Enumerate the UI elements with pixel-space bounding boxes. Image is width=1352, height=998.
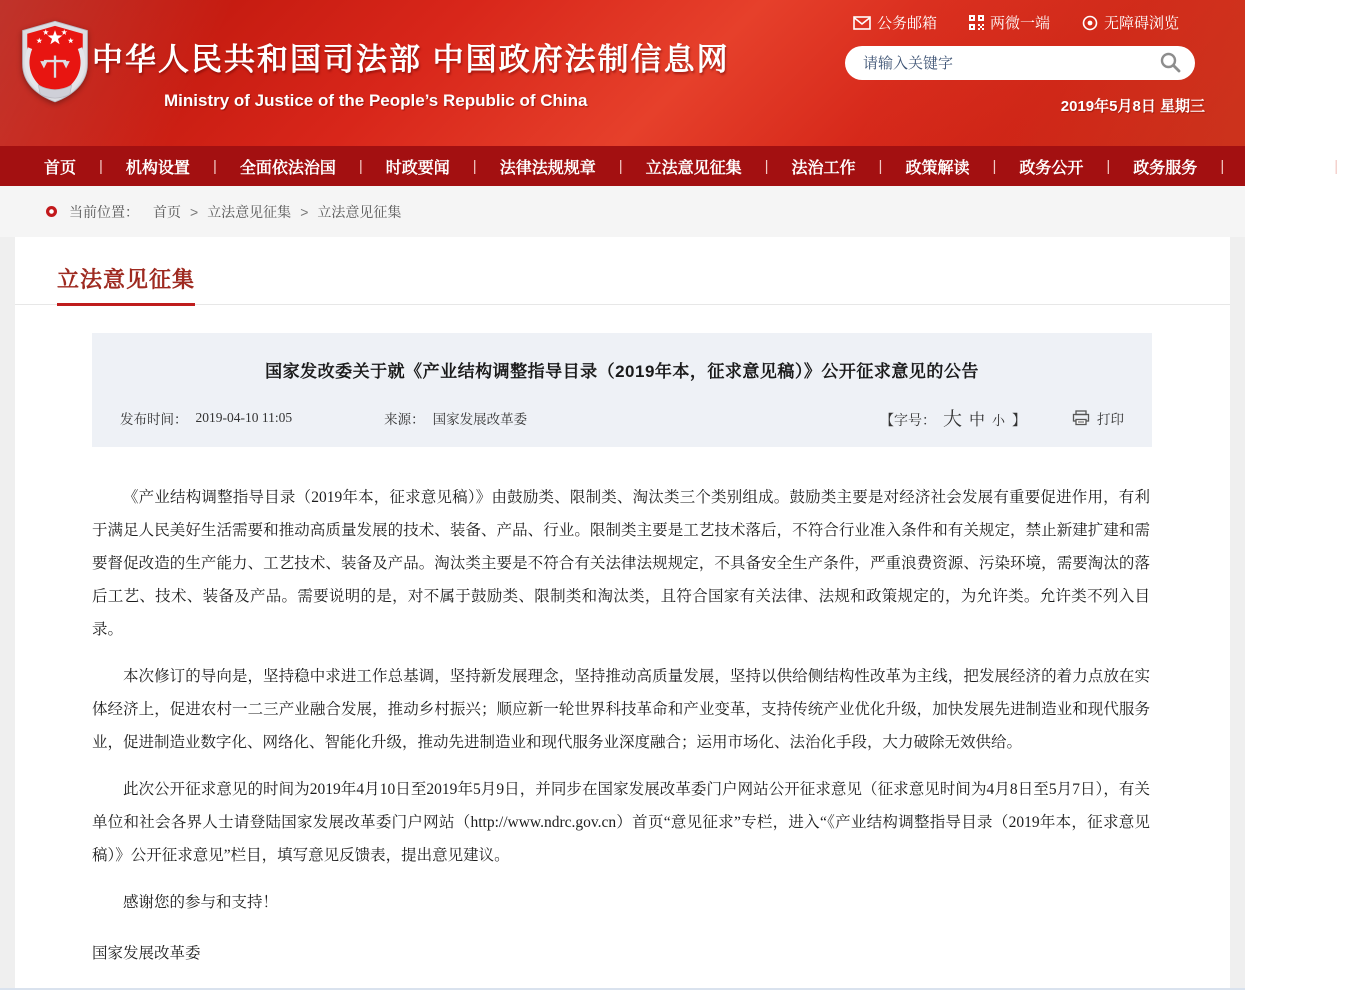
breadcrumb-section[interactable]: 立法意见征集	[207, 203, 292, 220]
article-paragraph: 感谢您的参与和支持！	[123, 894, 279, 911]
qrcode-icon	[969, 15, 984, 30]
fontsize-large-button[interactable]: 大	[942, 409, 962, 430]
nav-separator: |	[1106, 157, 1111, 175]
article-body	[92, 447, 1150, 970]
source-value: 国家发展改革委	[432, 411, 528, 427]
section-head	[15, 237, 1230, 305]
search-icon	[1159, 51, 1181, 73]
content-panel	[15, 237, 1230, 988]
footer-padding	[0, 990, 1245, 998]
accessibility-eye-icon	[1082, 15, 1098, 31]
fontsize-control	[880, 404, 1026, 431]
two-micro-one-client-link[interactable]	[969, 12, 1050, 33]
header-right	[825, 12, 1205, 116]
location-bullet-icon	[46, 206, 57, 217]
current-date: 2019年5月8日 星期三	[1060, 98, 1205, 115]
nav-separator: |	[212, 157, 217, 175]
nav-item-policy-interpretation[interactable]: 政策解读	[905, 159, 970, 177]
nav-separator: |	[1220, 157, 1225, 175]
accessibility-link[interactable]	[1082, 12, 1179, 33]
article-meta-row	[120, 404, 1124, 431]
two-micro-one-client-label: 两微一端	[989, 15, 1050, 32]
printer-icon	[1072, 410, 1090, 426]
nav-item-interaction[interactable]: 互动交流	[1247, 159, 1312, 177]
site-title-block	[92, 34, 730, 111]
nav-separator: |	[1334, 157, 1339, 175]
publish-time-label: 发布时间：	[120, 411, 188, 427]
nav-item-news[interactable]: 时政要闻	[385, 159, 450, 177]
nav-item-home[interactable]: 首页	[44, 159, 77, 177]
main-content-wrap	[0, 237, 1245, 988]
article-header	[92, 333, 1152, 447]
nav-item-legislation-opinions[interactable]: 立法意见征集	[645, 159, 742, 177]
nav-item-gov-services[interactable]: 政务服务	[1133, 159, 1198, 177]
publish-time-value: 2019-04-10 11:05	[195, 409, 293, 425]
fontsize-medium-button[interactable]: 中	[968, 412, 985, 429]
site-subtitle-en: Ministry of Justice of the People’s Republic of China	[164, 91, 588, 110]
nav-item-gov-affairs[interactable]: 政务公开	[1019, 159, 1084, 177]
breadcrumb-home[interactable]: 首页	[153, 203, 181, 220]
search-bar	[845, 46, 1195, 80]
nav-item-org[interactable]: 机构设置	[125, 159, 190, 177]
site-title: 中华人民共和国司法部 中国政府法制信息网	[92, 42, 730, 77]
accessibility-label: 无障碍浏览	[1103, 15, 1179, 32]
breadcrumb-current: 立法意见征集	[317, 203, 402, 220]
nav-separator: |	[764, 157, 769, 175]
breadcrumb	[0, 186, 1245, 237]
mail-icon	[853, 16, 871, 30]
ministry-emblem-logo	[18, 20, 92, 104]
breadcrumb-separator: >	[190, 203, 199, 220]
print-label: 打印	[1097, 411, 1124, 427]
article-paragraph: 本次修订的导向是，坚持稳中求进工作总基调，坚持新发展理念，坚持推动高质量发展，坚持以供给侧结构性改革为主线，把发展经济的着力点放在实体经济上，促进农村一二三产业融合发展，推动乡村振兴；顺应新一轮世界科技革命和产业变革，支持传统产业优化升级，加快发展先进制造业和现代服务业，促进制造业数字化、网络化、智能化升级，推动先进制造业和现代服务业深度融合；运用市场化、法治化手段，大力破除无效供给。	[92, 668, 1150, 751]
article-paragraph: 《产业结构调整指导目录（2019年本，征求意见稿）》由鼓励类、限制类、淘汰类三个类别组成。鼓励类主要是对经济社会发展有重要促进作用，有利于满足人民美好生活需要和推动高质量发展的技术、装备、产品、行业。限制类主要是工艺技术落后，不符合行业准入条件和有关规定，禁止新建扩建和需要督促改造的生产能力、工艺技术、装备及产品。淘汰类主要是不符合有关法律法规规定，不具备安全生产条件，严重浪费资源、污染环境，需要淘汰的落后工艺、技术、装备及产品。需要说明的是，对不属于鼓励类、限制类和淘汰类，且符合国家有关法律、法规和政策规定的，为允许类。允许类不列入目录。	[92, 489, 1150, 638]
nav-separator: |	[618, 157, 623, 175]
official-mailbox-link[interactable]	[853, 12, 937, 33]
nav-separator: |	[878, 157, 883, 175]
breadcrumb-separator: >	[300, 203, 309, 220]
fontsize-prefix: 【字号：	[879, 414, 936, 429]
nav-item-laws[interactable]: 法律法规规章	[499, 159, 596, 177]
page-title: 立法意见征集	[57, 263, 195, 306]
nav-separator: |	[358, 157, 363, 175]
site-header	[0, 0, 1245, 146]
article-signature: 国家发展改革委	[92, 945, 201, 962]
official-mailbox-label: 公务邮箱	[876, 15, 937, 32]
fontsize-suffix: 】	[1012, 414, 1026, 429]
nav-item-legal-work[interactable]: 法治工作	[791, 159, 856, 177]
breadcrumb-label: 当前位置：	[69, 203, 139, 220]
article-title: 国家发改委关于就《产业结构调整指导目录（2019年本，征求意见稿）》公开征求意见的公告	[265, 362, 979, 381]
search-input[interactable]	[863, 55, 1157, 72]
nav-separator: |	[99, 157, 103, 175]
article-paragraph: 此次公开征求意见的时间为2019年4月10日至2019年5月9日，并同步在国家发展改革委门户网站公开征求意见（征求意见时间为4月8日至5月7日），有关单位和社会各界人士请登陆国家发展改革委门户网站（http://www.ndrc.gov.cn）首页“意见征求”专栏，进入“《产业结构调整指导目录（2019年本，征求意见稿）》公开征求意见”栏目，填写意见反馈表，提出意见建议。	[92, 781, 1150, 864]
main-nav	[0, 146, 1339, 186]
source-label: 来源：	[384, 411, 425, 427]
nav-item-rule-of-law[interactable]: 全面依法治国	[239, 159, 336, 177]
article-tools	[880, 404, 1124, 431]
nav-separator: |	[472, 157, 477, 175]
print-button[interactable]	[1072, 408, 1124, 428]
nav-separator: |	[992, 157, 997, 175]
fontsize-small-button[interactable]: 小	[991, 413, 1005, 428]
search-button[interactable]	[1157, 49, 1183, 78]
top-links	[853, 12, 1179, 33]
